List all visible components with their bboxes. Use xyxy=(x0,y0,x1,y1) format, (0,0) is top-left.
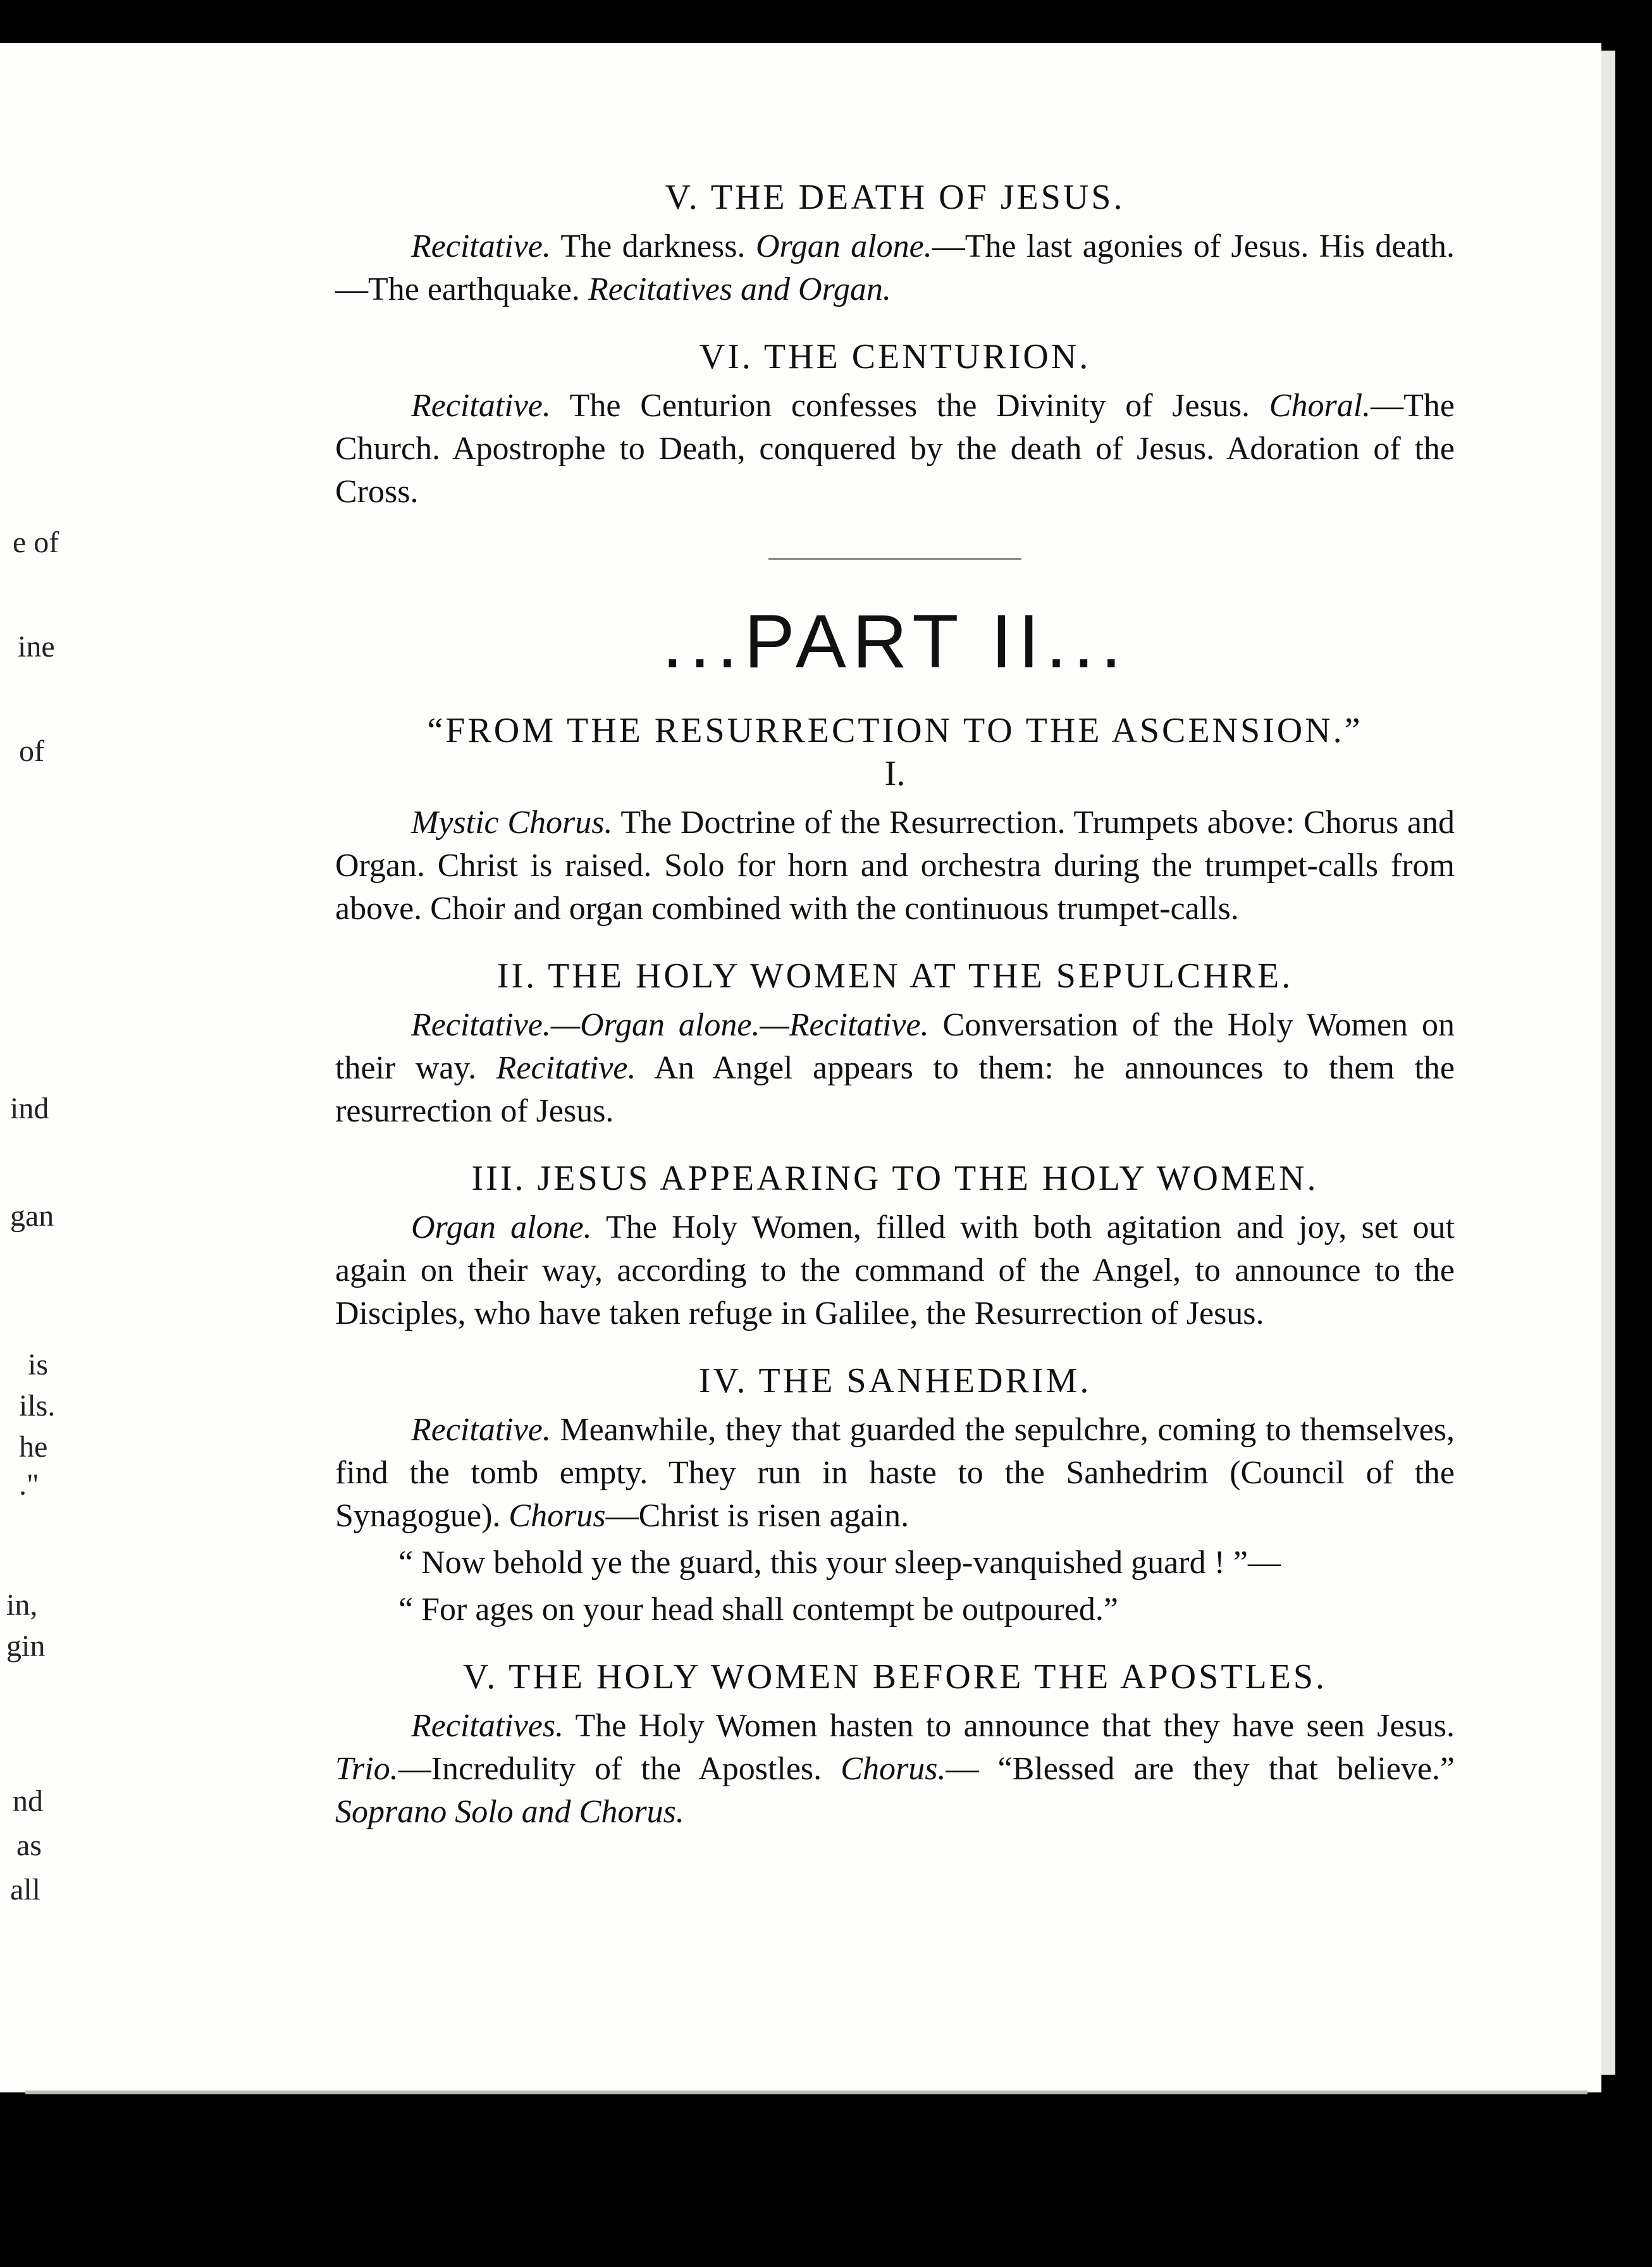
text-run: The Holy Women hasten to announce that they have seen Jesus. xyxy=(564,1708,1455,1744)
margin-fragment: ." xyxy=(19,1468,39,1502)
italic-term: Recitatives. xyxy=(411,1708,564,1744)
margin-fragment: ils. xyxy=(19,1389,56,1423)
section-heading: V. THE HOLY WOMEN BEFORE THE APOSTLES. xyxy=(462,1657,1328,1696)
margin-fragment: e of xyxy=(13,526,59,559)
section-text xyxy=(335,1004,1455,1133)
margin-fragment: nd xyxy=(13,1784,43,1818)
section-text xyxy=(335,225,1455,311)
margin-fragment: ine xyxy=(18,630,55,664)
part-subtitle: “FROM THE RESURRECTION TO THE ASCENSION.” xyxy=(427,711,1363,750)
section-heading: III. JESUS APPEARING TO THE HOLY WOMEN. xyxy=(471,1159,1319,1198)
italic-term: Recitatives and Organ. xyxy=(588,271,891,307)
verse-quote: “ Now behold ye the guard, this your sleep-vanquished guard ! ”— xyxy=(398,1545,1281,1581)
italic-term: Organ alone. xyxy=(411,1209,592,1245)
section-heading: V. THE DEATH OF JESUS. xyxy=(665,178,1125,217)
italic-term: Chorus. xyxy=(841,1751,946,1787)
italic-term: Recitative. xyxy=(411,1412,551,1448)
section-heading: II. THE HOLY WOMEN AT THE SEPULCHRE. xyxy=(496,956,1293,996)
italic-term: Organ alone. xyxy=(755,228,932,264)
italic-term: Recitative. xyxy=(411,388,551,424)
text-run: —The Church. Apostrophe to Death, conquered by the death of Jesus. Adoration of the Cross. xyxy=(335,388,1455,510)
page-bottom-edge xyxy=(25,2091,1587,2094)
section-text xyxy=(335,801,1455,930)
italic-term: Recitative. xyxy=(411,228,551,264)
italic-term: Mystic Chorus. xyxy=(411,805,613,841)
text-run: The Centurion confesses the Divinity of Jesus. xyxy=(550,388,1269,424)
text-run: —Christ is risen again. xyxy=(605,1498,909,1534)
section-resurrection xyxy=(335,753,1455,930)
previous-page-margin xyxy=(0,0,89,2087)
section-holy-women-apostles xyxy=(335,1657,1455,1834)
italic-term: Trio. xyxy=(335,1751,398,1787)
text-run: Meanwhile, they that guarded the sepulchre, coming to themselves, find the tomb empty. They run in haste to the Sanhedrim (Council of the Synagogue). xyxy=(335,1412,1455,1534)
italic-term: Soprano Solo and Chorus. xyxy=(335,1794,684,1830)
margin-fragment: he xyxy=(19,1430,48,1464)
italic-term: Choral. xyxy=(1269,388,1371,424)
italic-term: Recitative. xyxy=(496,1050,636,1086)
section-centurion xyxy=(335,337,1455,514)
margin-fragment: gin xyxy=(6,1629,46,1663)
section-heading: IV. THE SANHEDRIM. xyxy=(698,1361,1092,1400)
text-run: An Angel appears to them: he announces to them the resurrection of Jesus. xyxy=(335,1050,1455,1129)
section-death-of-jesus xyxy=(335,177,1455,311)
text-run: —The last agonies of Jesus. His death.—The earthquake. xyxy=(335,228,1455,307)
text-run: — “Blessed are they that believe.” xyxy=(946,1751,1455,1787)
section-holy-women-sepulchre xyxy=(335,956,1455,1133)
section-heading: VI. THE CENTURION. xyxy=(699,337,1091,376)
margin-fragment: of xyxy=(19,734,44,768)
page-edge xyxy=(1601,51,1615,2075)
section-jesus-appearing xyxy=(335,1158,1455,1335)
section-text xyxy=(335,385,1455,514)
section-heading: I. xyxy=(884,754,906,793)
page-content xyxy=(335,177,1455,1834)
text-run: The darkness. xyxy=(550,228,756,264)
margin-fragment: all xyxy=(10,1873,40,1906)
text-run: The Holy Women, filled with both agitation and joy, set out again on their way, according to the command of the Angel, to announce to the Disciples, who have taken refuge in Galilee, the Resurrection of Jesus. xyxy=(335,1209,1455,1331)
italic-term: Recitative.—Organ alone.—Recitative. xyxy=(411,1007,929,1043)
margin-fragment: ind xyxy=(10,1092,49,1125)
text-run: Conversation of the Holy Women on their way. xyxy=(335,1007,1455,1086)
margin-fragment: gan xyxy=(10,1199,54,1233)
text-run: The Doctrine of the Resurrection. Trumpets above: Chorus and Organ. Christ is raised. Solo for horn and orchestra during the trumpet-calls from above. Choir and organ combined with the continuous trumpet-calls. xyxy=(335,805,1455,927)
section-text xyxy=(335,1206,1455,1335)
part-title: ...PART II... xyxy=(662,599,1128,684)
margin-fragment: in, xyxy=(6,1588,38,1622)
section-text xyxy=(335,1705,1455,1834)
verse-quote: “ For ages on your head shall contempt be outpoured.” xyxy=(398,1591,1118,1628)
text-run: —Incredulity of the Apostles. xyxy=(398,1751,841,1787)
margin-fragment: as xyxy=(16,1829,42,1862)
separator-rule xyxy=(768,558,1021,560)
section-text xyxy=(335,1409,1455,1538)
italic-term: Chorus xyxy=(509,1498,606,1534)
margin-fragment: is xyxy=(28,1348,49,1381)
section-sanhedrim xyxy=(335,1361,1455,1631)
